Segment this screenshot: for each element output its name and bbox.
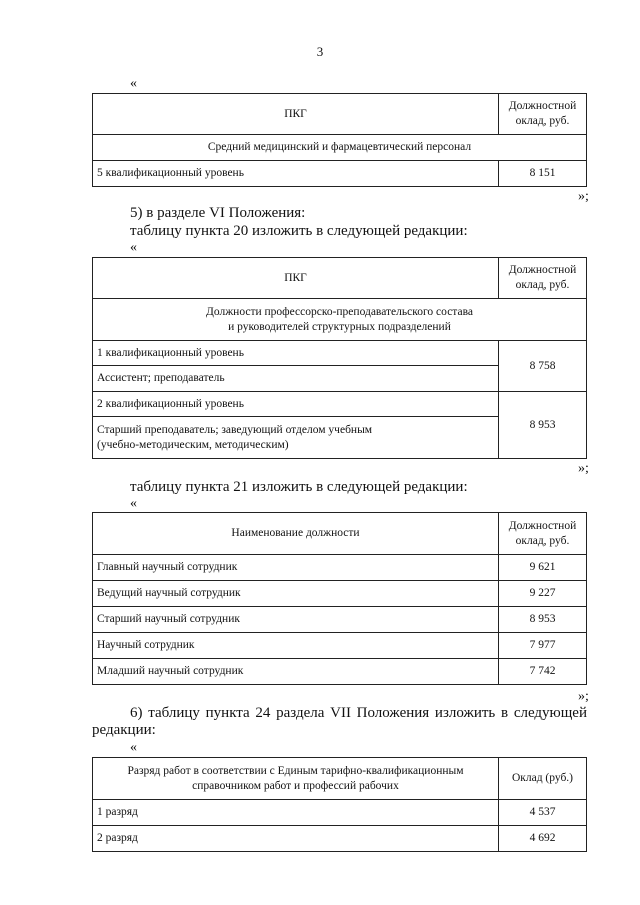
- header-salary-line2: оклад, руб.: [515, 279, 570, 291]
- table-row: [93, 341, 587, 366]
- header-salary-line1: Должностной: [508, 264, 577, 276]
- level-2-description-line1: Старший преподаватель; заведующий отделом учебным: [97, 423, 373, 436]
- group-label: [93, 299, 587, 341]
- table-worker-grades: [92, 757, 587, 852]
- header-position: Наименование должности: [93, 513, 499, 555]
- close-quote: »;: [578, 689, 589, 704]
- header-grade-line2: справочником работ и профессий рабочих: [192, 779, 399, 792]
- header-salary: [499, 258, 587, 299]
- table-research-staff: [92, 512, 587, 685]
- level-1-value: 8 758: [499, 341, 587, 392]
- group-label-line1: Должности профессорско-преподавательского состава: [206, 305, 473, 318]
- level-1-description: Ассистент; преподаватель: [93, 366, 499, 392]
- paragraph-5-line1: 5) в разделе VI Положения:: [130, 205, 306, 221]
- table-teaching-staff: [92, 257, 587, 459]
- table-header-row: [93, 513, 587, 555]
- table-row: [93, 555, 587, 581]
- row-value: 7 742: [499, 659, 587, 685]
- header-pkg: ПКГ: [93, 258, 499, 299]
- row-value: 7 977: [499, 633, 587, 659]
- row-label: Главный научный сотрудник: [93, 555, 499, 581]
- table-row: [93, 826, 587, 852]
- open-quote: «: [130, 496, 137, 511]
- table-group-row: [93, 299, 587, 341]
- open-quote: «: [130, 240, 137, 255]
- table-row: [93, 392, 587, 417]
- close-quote: »;: [578, 461, 589, 476]
- level-1-label: 1 квалификационный уровень: [93, 341, 499, 366]
- row-label: Научный сотрудник: [93, 633, 499, 659]
- header-salary: [499, 94, 587, 135]
- table-row: [93, 607, 587, 633]
- row-value: 9 621: [499, 555, 587, 581]
- table-row: [93, 800, 587, 826]
- table-row: [93, 659, 587, 685]
- header-salary-line2: оклад, руб.: [515, 115, 570, 127]
- group-label: Средний медицинский и фармацевтический персонал: [93, 135, 587, 161]
- open-quote: «: [130, 740, 137, 755]
- header-pkg: ПКГ: [93, 94, 499, 135]
- table-header-row: [93, 758, 587, 800]
- table-header-row: [93, 258, 587, 299]
- level-2-value: 8 953: [499, 392, 587, 459]
- table-header-row: [93, 94, 587, 135]
- row-label: Младший научный сотрудник: [93, 659, 499, 685]
- paragraph-21: таблицу пункта 21 изложить в следующей редакции:: [130, 479, 468, 495]
- row-label: Ведущий научный сотрудник: [93, 581, 499, 607]
- table-group-row: [93, 135, 587, 161]
- header-salary: [499, 513, 587, 555]
- group-label-line2: и руководителей структурных подразделений: [228, 320, 451, 333]
- paragraph-6-line1: 6) таблицу пункта 24 раздела VII Положения изложить в следующей: [130, 705, 587, 721]
- header-salary-line2: оклад, руб.: [515, 534, 570, 547]
- level-2-description: [93, 417, 499, 459]
- row-label: 1 разряд: [93, 800, 499, 826]
- header-grade-line1: Разряд работ в соответствии с Единым тарифно-квалификационным: [127, 764, 464, 777]
- row-value: 4 692: [499, 826, 587, 852]
- level-2-description-line2: (учебно-методическим, методическим): [97, 438, 289, 451]
- paragraph-6-line2: редакции:: [92, 722, 156, 738]
- row-value: 9 227: [499, 581, 587, 607]
- header-salary: Оклад (руб.): [499, 758, 587, 800]
- header-salary-line1: Должностной: [508, 519, 577, 532]
- row-label: 5 квалификационный уровень: [93, 161, 499, 187]
- table-row: [93, 581, 587, 607]
- header-salary-line1: Должностной: [508, 100, 577, 112]
- table-row: [93, 633, 587, 659]
- page-number: 3: [316, 44, 324, 59]
- row-value: 8 953: [499, 607, 587, 633]
- level-2-label: 2 квалификационный уровень: [93, 392, 499, 417]
- table-row: [93, 161, 587, 187]
- close-quote: »;: [578, 189, 589, 204]
- table-medical-staff: [92, 93, 587, 187]
- row-label: 2 разряд: [93, 826, 499, 852]
- open-quote: «: [130, 76, 137, 91]
- row-value: 4 537: [499, 800, 587, 826]
- row-label: Старший научный сотрудник: [93, 607, 499, 633]
- header-grade: [93, 758, 499, 800]
- paragraph-5-line2: таблицу пункта 20 изложить в следующей редакции:: [130, 223, 468, 239]
- row-value: 8 151: [499, 161, 587, 187]
